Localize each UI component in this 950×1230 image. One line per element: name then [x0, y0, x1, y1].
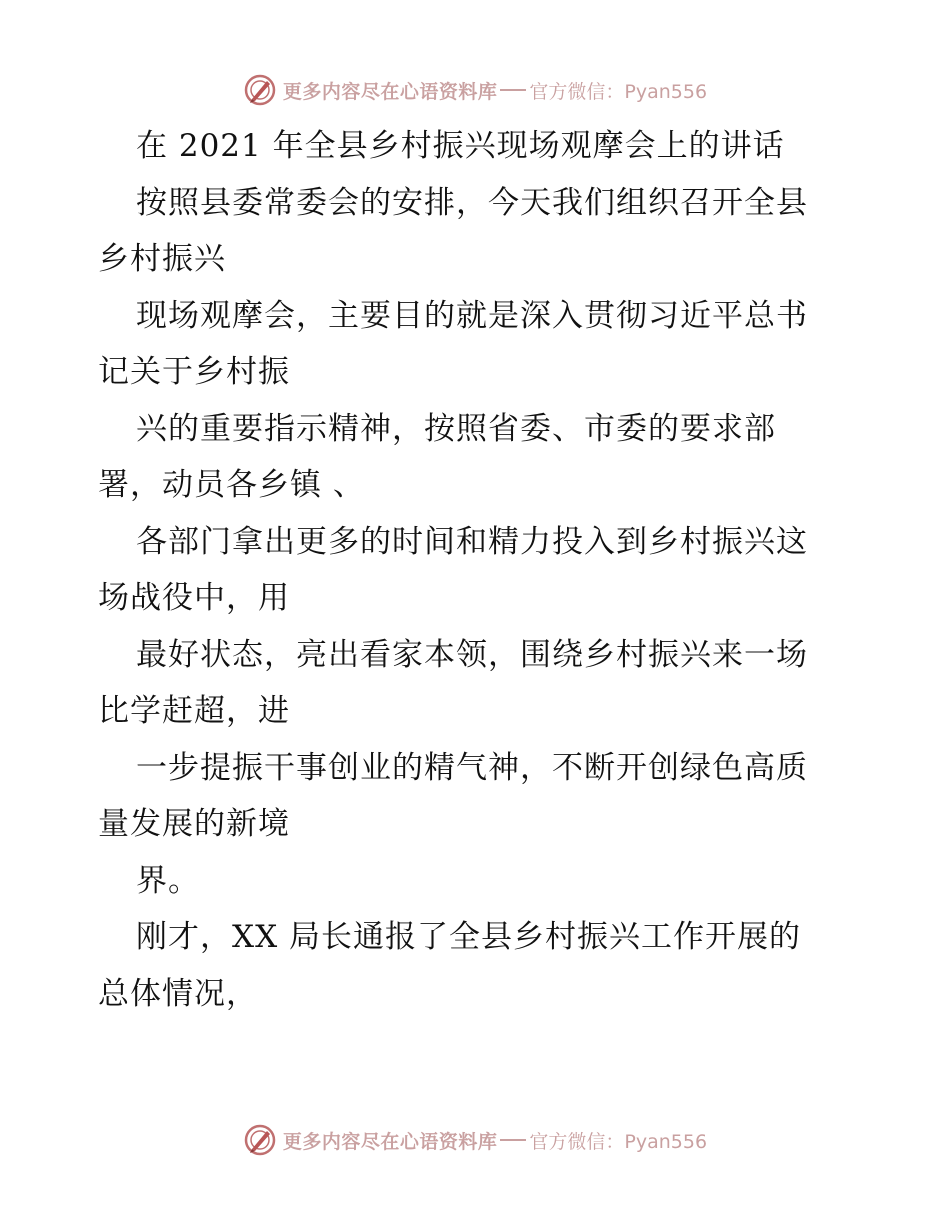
text-line: 在 2021 年全县乡村振兴现场观摩会上的讲话 — [136, 128, 785, 164]
text-line: 乡村振兴 — [98, 241, 226, 277]
watermark-sub-text: 官方微信：Pyan556 — [529, 80, 708, 103]
text-line: 比学赶超，进 — [98, 693, 290, 729]
watermark-main-text: 更多内容尽在心语资料库 — [282, 80, 498, 103]
text-line: 署，动员各乡镇 、 — [98, 467, 365, 503]
text-line: 量发展的新境 — [98, 806, 290, 842]
text-line: 各部门拿出更多的时间和精力投入到乡村振兴这 — [136, 523, 808, 560]
watermark-main-text: 更多内容尽在心语资料库 — [282, 1130, 498, 1153]
text-line: 一步提振干事创业的精气神，不断开创绿色高质 — [136, 749, 808, 786]
footer-watermark — [0, 1122, 950, 1158]
pen-logo-icon — [243, 73, 277, 107]
watermark-sub-text: 官方微信：Pyan556 — [529, 1130, 708, 1153]
text-line: 按照县委常委会的安排，今天我们组织召开全县 — [136, 184, 808, 221]
text-line: 刚才，XX 局长通报了全县乡村振兴工作开展的 — [136, 919, 801, 955]
text-line: 场战役中，用 — [98, 580, 290, 616]
text-line: 总体情况， — [98, 975, 258, 1012]
text-line: 现场观摩会，主要目的就是深入贯彻习近平总书 — [136, 297, 808, 334]
text-line: 兴的重要指示精神，按照省委、市委的要求部 — [136, 410, 776, 447]
header-watermark — [0, 72, 950, 108]
watermark-dash — [500, 89, 526, 91]
text-line: 界。 — [136, 862, 200, 899]
watermark-dash — [500, 1139, 526, 1141]
text-line: 记关于乡村振 — [98, 354, 290, 390]
document-body — [98, 118, 858, 1022]
text-line: 最好状态，亮出看家本领，围绕乡村振兴来一场 — [136, 636, 808, 673]
pen-logo-icon — [243, 1123, 277, 1157]
